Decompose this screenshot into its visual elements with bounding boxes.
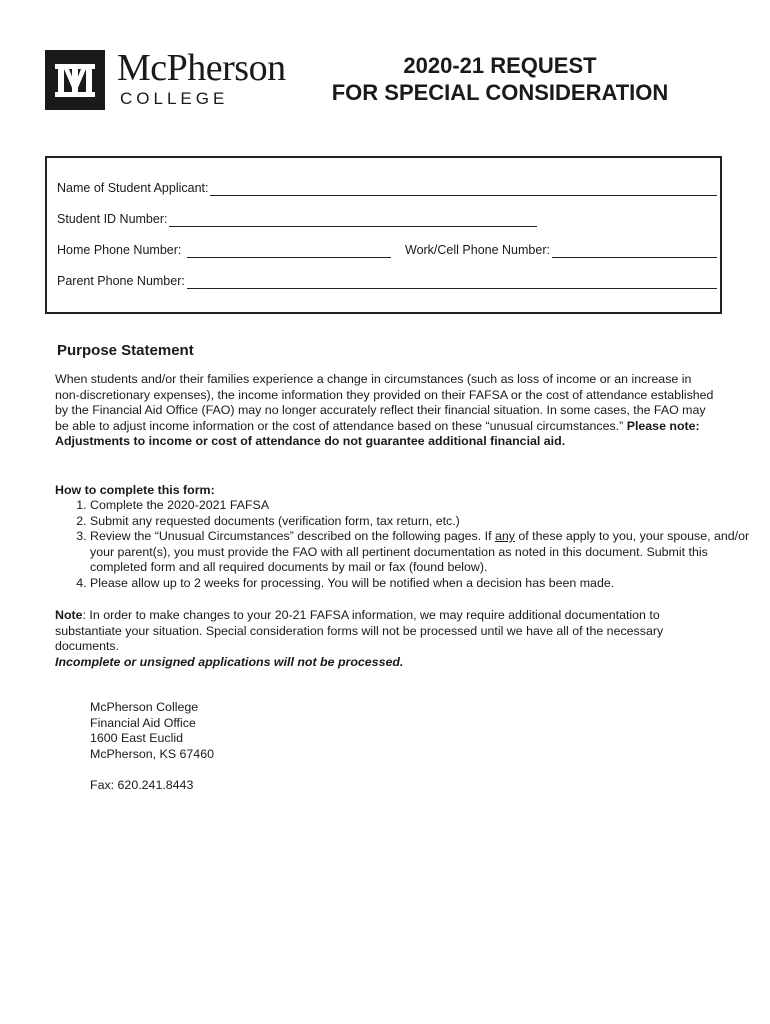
step-3 bbox=[90, 529, 755, 576]
note-warning: Incomplete or unsigned applications will not be processed. bbox=[55, 654, 404, 669]
logo-name: McPherson bbox=[117, 47, 286, 89]
home-phone-input[interactable] bbox=[187, 245, 391, 258]
note-label: Note bbox=[55, 608, 83, 622]
student-id-label: Student ID Number: bbox=[57, 212, 168, 226]
address-line-3: 1600 East Euclid bbox=[90, 731, 183, 746]
howto-steps bbox=[55, 498, 755, 592]
form-title bbox=[320, 52, 680, 106]
home-phone-label: Home Phone Number: bbox=[57, 243, 182, 257]
work-phone-input[interactable] bbox=[552, 245, 717, 258]
step-3-text-b: of these apply to you, your spouse, and/or your parent(s), you must provide the FAO with all pertinent documentation as noted in this document. Submit this completed form and all required documents by mail or fax (found below). bbox=[90, 529, 750, 575]
work-phone-field[interactable] bbox=[405, 242, 717, 258]
note-paragraph bbox=[55, 608, 715, 670]
parent-phone-input[interactable] bbox=[187, 276, 717, 289]
student-name-label: Name of Student Applicant: bbox=[57, 181, 209, 195]
title-line-2: FOR SPECIAL CONSIDERATION bbox=[331, 80, 669, 105]
title-line-1: 2020-21 REQUEST bbox=[403, 53, 597, 78]
note-text: : In order to make changes to your 20-21 FAFSA information, we may require additional documentation to substantiate your situation. Special consideration forms will not be processed until we have all of the necessary documents. bbox=[55, 608, 664, 654]
fax-number: Fax: 620.241.8443 bbox=[90, 777, 194, 792]
student-name-field[interactable] bbox=[57, 180, 717, 196]
address-line-2: Financial Aid Office bbox=[90, 715, 196, 730]
purpose-body: When students and/or their families experience a change in circumstances (such as loss of income or an increase in non-discretionary expenses), the income information they provided on their FAFSA or the cost of attendance established by the Financial Aid Office (FAO) may no longer accurately reflect their financial situation. In some cases, the FAO may be able to adjust income information or the cost of attendance based on these “unusual circumstances.” bbox=[55, 372, 714, 433]
mailing-address bbox=[90, 700, 214, 794]
purpose-heading: Purpose Statement bbox=[57, 342, 194, 359]
purpose-paragraph bbox=[55, 372, 715, 450]
student-id-input[interactable] bbox=[169, 214, 537, 227]
step-1: 1. Complete the 2020-2021 FAFSA bbox=[90, 498, 755, 514]
step-2: 2. Submit any requested documents (verification form, tax return, etc.) bbox=[90, 514, 755, 530]
step-4: 4. Please allow up to 2 weeks for processing. You will be notified when a decision has been made. bbox=[90, 576, 755, 592]
work-phone-label: Work/Cell Phone Number: bbox=[405, 243, 550, 257]
logo-subtitle: COLLEGE bbox=[120, 89, 229, 108]
purpose-note: Please note: Adjustments to income or cost of attendance do not guarantee additional financial aid. bbox=[55, 418, 700, 449]
applicant-info-box bbox=[45, 156, 722, 314]
howto-heading: How to complete this form: bbox=[55, 483, 215, 497]
step-3-underlined: any bbox=[494, 529, 515, 544]
address-line-4: McPherson, KS 67460 bbox=[90, 746, 214, 761]
college-logo-mark bbox=[45, 50, 105, 110]
parent-phone-field[interactable] bbox=[57, 273, 717, 289]
student-id-field[interactable] bbox=[57, 211, 537, 227]
address-line-1: McPherson College bbox=[90, 700, 199, 714]
step-3-text-a: Review the “Unusual Circumstances” described on the following pages. If bbox=[90, 529, 495, 544]
home-phone-field[interactable] bbox=[57, 242, 391, 258]
student-name-input[interactable] bbox=[210, 183, 717, 196]
logo-m-icon bbox=[45, 50, 105, 110]
parent-phone-label: Parent Phone Number: bbox=[57, 274, 185, 288]
